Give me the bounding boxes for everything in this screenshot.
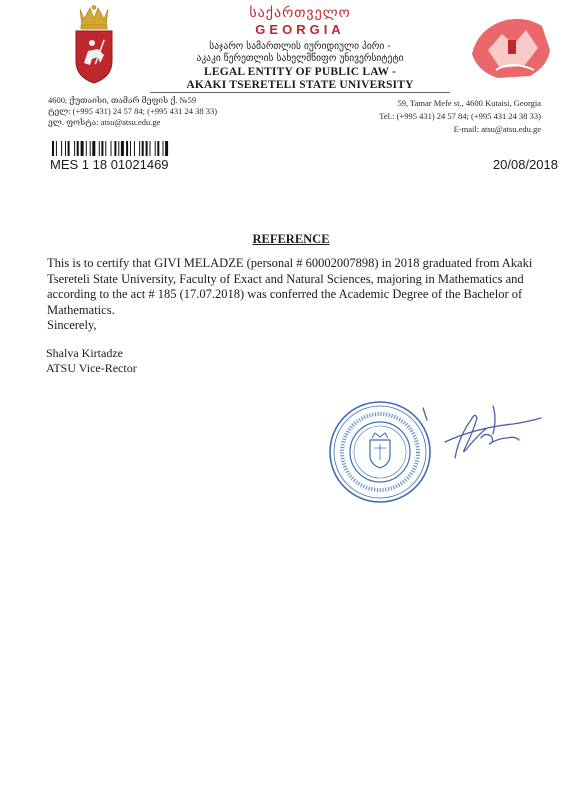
signer-title: ATSU Vice-Rector xyxy=(46,361,137,375)
country-name-english: GEORGIA xyxy=(255,22,345,37)
georgia-coat-of-arms-icon xyxy=(70,5,118,85)
handwritten-signature xyxy=(415,398,545,470)
entity-name-georgian-line1: საჯარო სამართლის იურიდიული პირი - xyxy=(209,41,391,52)
header-divider xyxy=(150,92,450,93)
signer-name: Shalva Kirtadze xyxy=(46,346,123,360)
document-number: MES 1 18 01021469 xyxy=(50,157,169,172)
barcode xyxy=(52,141,202,156)
english-email: E-mail: atsu@atsu.edu.ge xyxy=(453,124,541,134)
document-title: REFERENCE xyxy=(252,232,330,246)
entity-name-georgian-line2: აკაკი წერეთლის სახელმწიფო უნივერსიტეტი xyxy=(196,53,404,64)
country-name-georgian: საქართველო xyxy=(249,5,351,21)
document-date: 20/08/2018 xyxy=(492,157,558,172)
english-address: 59, Tamar Mefe st., 4600 Kutaisi, Georgia xyxy=(397,98,541,108)
georgian-address: 4600, ქუთაისი, თამარ მეფის ქ. №59 xyxy=(48,95,197,105)
university-logo-icon xyxy=(468,10,554,84)
english-phone: Tel.: (+995 431) 24 57 84; (+995 431 24 38 33) xyxy=(379,111,541,121)
certificate-body-text: This is to certify that GIVI MELADZE (personal # 60002007898) in 2018 graduated from Akaki Tsereteli State University, Faculty of Exact and Natural Sciences, majoring in Mathematics and according to the act # 185 (17.07.2018) was conferred the Academic Degree of the Bachelor of Mathematics. xyxy=(47,256,533,317)
entity-name-english-line2: AKAKI TSERETELI STATE UNIVERSITY xyxy=(186,79,414,91)
georgian-email: ელ. ფოსტა: atsu@atsu.edu.ge xyxy=(48,117,161,127)
entity-name-english-line1: LEGAL ENTITY OF PUBLIC LAW - xyxy=(203,66,397,78)
georgian-phone: ტელ: (+995 431) 24 57 84; (+995 431 24 38 33) xyxy=(48,106,218,116)
closing-salutation: Sincerely, xyxy=(47,318,97,332)
